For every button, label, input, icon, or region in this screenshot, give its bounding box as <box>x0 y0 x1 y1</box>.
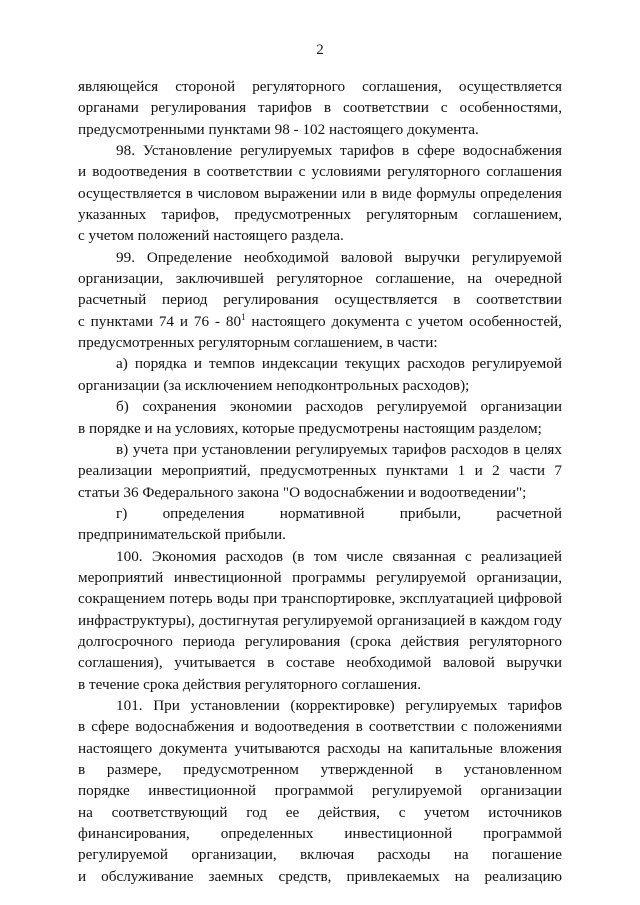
text-line: финансирования, определенных инвестиционной программой <box>78 825 562 843</box>
text-line: органами регулирования тарифов в соответствии с особенностями, <box>78 99 562 117</box>
text-line: предпринимательской прибыли. <box>78 526 286 544</box>
text-line: на соответствующий год ее действия, с учетом источников <box>78 803 562 821</box>
text-line: сокращением потерь воды при транспортировке, эксплуатацией цифровой <box>78 590 562 608</box>
text-line: инфраструктуры), достигнутая регулируемой организацией в каждом году <box>78 611 562 629</box>
text-line: в течение срока действия регуляторного соглашения. <box>78 675 422 693</box>
text-line: в порядке и на условиях, которые предусмотрены настоящим разделом; <box>78 419 542 437</box>
text-line <box>78 311 562 332</box>
text-line: организации (за исключением неподконтрольных расходов); <box>78 376 470 394</box>
text-line: предусмотренными пунктами 98 - 102 настоящего документа. <box>78 120 479 138</box>
text-line: 100. Экономия расходов (в том числе связанная с реализацией <box>116 547 562 565</box>
text-line: и водоотведения в соответствии с условиями регуляторного соглашения <box>78 163 562 181</box>
text-line: соглашения), учитывается в составе необходимой валовой выручки <box>78 654 562 672</box>
text-line: порядке инвестиционной программой регулируемой организации <box>78 782 562 800</box>
text-line: регулируемой организации, включая расходы на погашение <box>78 846 562 864</box>
text-line: статьи 36 Федерального закона "О водоснабжении и водоотведении"; <box>78 483 527 501</box>
text-line: осуществляется в числовом выражении или в виде формулы определения <box>78 184 562 202</box>
page-number: 2 <box>316 42 324 58</box>
text-line: 98. Установление регулируемых тарифов в сфере водоснабжения <box>116 142 562 160</box>
text-line: мероприятий инвестиционной программы регулируемой организации, <box>78 568 562 586</box>
text-line: организации, заключившей регуляторное соглашение, на очередной <box>78 270 562 288</box>
text-line: 99. Определение необходимой валовой выручки регулируемой <box>116 248 562 266</box>
text-line: предусмотренных регуляторным соглашением, в части: <box>78 334 438 352</box>
text-line: и обслуживание заемных средств, привлекаемых на реализацию <box>78 867 562 885</box>
text-line: в) учета при установлении регулируемых тарифов расходов в целях <box>116 440 562 458</box>
text-line: г) определения нормативной прибыли, расчетной <box>116 504 562 522</box>
text-line: долгосрочного периода регулирования (срока действия регуляторного <box>78 632 562 650</box>
text-line: расчетный период регулирования осуществляется в соответствии <box>78 291 562 309</box>
superscript: 1 <box>241 311 246 322</box>
text-line: 101. При установлении (корректировке) регулируемых тарифов <box>116 696 562 714</box>
text-line: а) порядка и темпов индексации текущих расходов регулируемой <box>116 355 562 373</box>
text-line: реализации мероприятий, предусмотренных пунктами 1 и 2 части 7 <box>78 462 562 480</box>
text-line: в размере, предусмотренном утвержденной в установленном <box>78 761 562 778</box>
text-segment: с пунктами 74 и 76 - 80 <box>78 312 242 330</box>
text-line: с учетом положений настоящего раздела. <box>78 227 344 245</box>
text-line: являющейся стороной регуляторного соглашения, осуществляется <box>78 78 562 95</box>
text-line: указанных тарифов, предусмотренных регуляторным соглашением, <box>78 206 562 224</box>
text-line: настоящего документа учитываются расходы на капитальные вложения <box>78 739 562 757</box>
text-line: в сфере водоснабжения и водоотведения в соответствии с положениями <box>78 718 562 736</box>
document-body <box>78 76 562 887</box>
text-segment: настоящего документа с учетом особенностей, <box>245 312 562 330</box>
text-line: б) сохранения экономии расходов регулируемой организации <box>116 398 562 416</box>
